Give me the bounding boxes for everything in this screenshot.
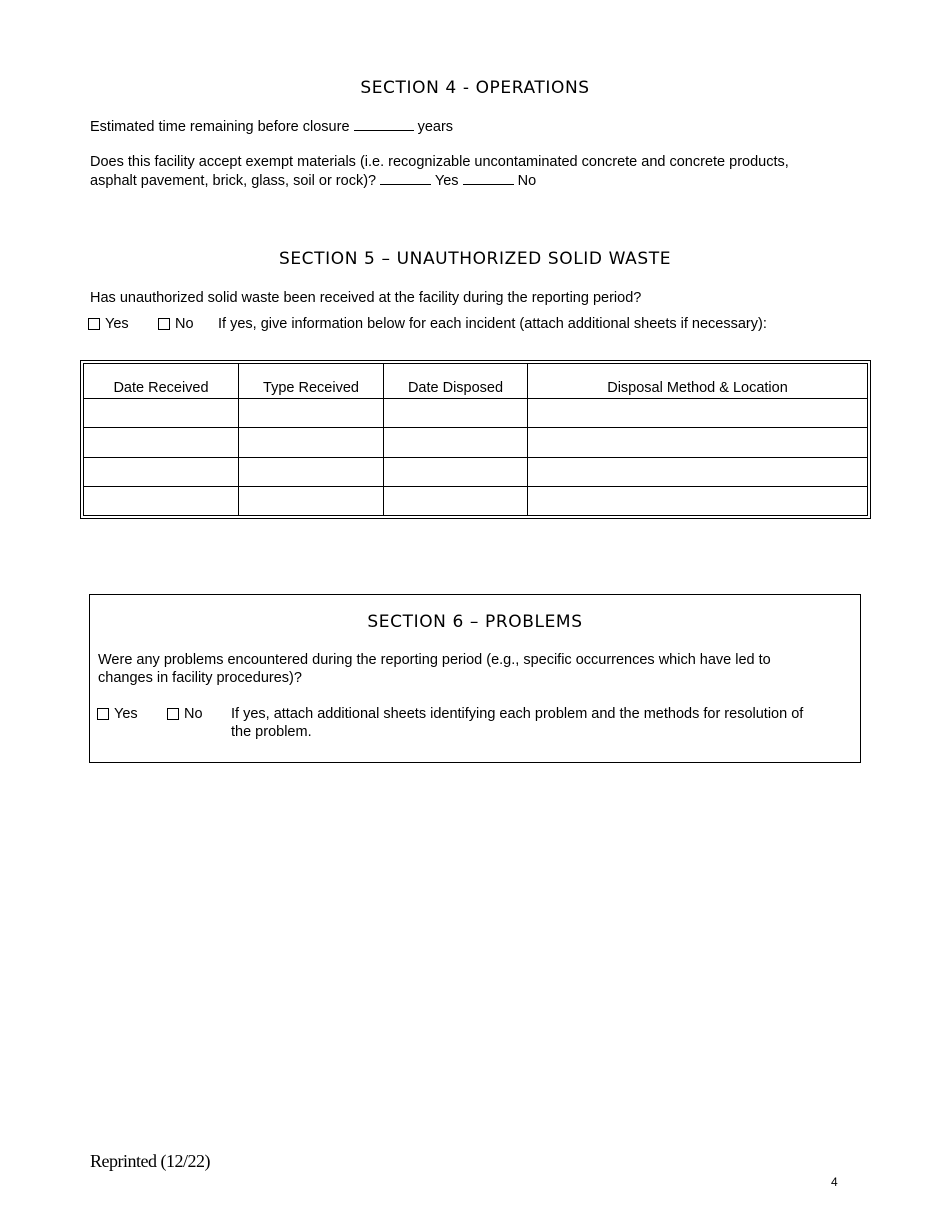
section6-yes-wrap [97,705,138,725]
exempt-yes-field[interactable] [380,171,431,185]
table-cell[interactable] [239,457,384,486]
section5-yes-option[interactable] [88,315,129,333]
reprint-date: Reprinted (12/22) [90,1151,210,1171]
table-cell[interactable] [84,457,239,486]
column-header: Disposal Method & Location [528,364,868,399]
section5-options-line [88,315,129,335]
section5-yes-checkbox[interactable] [88,318,100,330]
exempt-question-line2 [90,171,536,190]
section6-no-checkbox[interactable] [167,708,179,720]
table-header-row [84,364,868,399]
exempt-yes-label: Yes [434,173,459,189]
table-row [84,486,868,515]
table-cell[interactable] [384,399,528,428]
table-cell[interactable] [239,428,384,457]
table-cell[interactable] [384,428,528,457]
section6-no-label: No [184,706,203,722]
section5-no-wrap [158,315,194,335]
table-cell[interactable] [528,399,868,428]
page-number: 4 [831,1175,838,1189]
section6-instruction-line2: the problem. [231,724,312,740]
section5-no-option[interactable] [158,315,194,333]
closure-suffix: years [417,119,454,135]
section5-instruction: If yes, give information below for each incident (attach additional sheets if necessary): [218,316,767,332]
column-header: Date Received [84,364,239,399]
table-cell[interactable] [84,486,239,515]
table-cell[interactable] [384,486,528,515]
table-cell[interactable] [239,486,384,515]
table-cell[interactable] [528,428,868,457]
table-row [84,428,868,457]
section6-yes-label: Yes [114,706,138,722]
section6-yes-checkbox[interactable] [97,708,109,720]
exempt-question-line1: Does this facility accept exempt materials (i.e. recognizable uncontaminated concrete and concrete products, [90,154,789,170]
table-cell[interactable] [239,399,384,428]
table-row [84,457,868,486]
section6-yes-option[interactable] [97,705,138,723]
section4-heading: SECTION 4 - OPERATIONS [360,78,590,98]
table-cell[interactable] [84,428,239,457]
closure-prefix: Estimated time remaining before closure [90,119,350,135]
incident-table [83,363,868,516]
exempt-no-field[interactable] [463,171,514,185]
column-header: Type Received [239,364,384,399]
exempt-question-text: asphalt pavement, brick, glass, soil or rock)? [90,173,377,189]
column-header: Date Disposed [384,364,528,399]
section6-question-line1: Were any problems encountered during the reporting period (e.g., specific occurrences which have led to [98,652,771,668]
incident-table-frame [80,360,871,519]
section5-question: Has unauthorized solid waste been received at the facility during the reporting period? [90,290,642,306]
table-cell[interactable] [528,457,868,486]
section5-no-checkbox[interactable] [158,318,170,330]
section6-no-option[interactable] [167,705,203,723]
table-cell[interactable] [528,486,868,515]
section6-no-wrap [167,705,203,725]
closure-years-field[interactable] [354,117,414,131]
table-cell[interactable] [384,457,528,486]
section5-no-label: No [175,316,194,332]
section6-instruction-line1: If yes, attach additional sheets identifying each problem and the methods for resolution of [231,706,804,722]
table-cell[interactable] [84,399,239,428]
closure-line [90,117,453,136]
section6-heading: SECTION 6 – PROBLEMS [367,612,583,632]
exempt-no-label: No [517,173,537,189]
table-row [84,399,868,428]
section5-heading: SECTION 5 – UNAUTHORIZED SOLID WASTE [278,249,672,269]
section6-question-line2: changes in facility procedures)? [98,670,302,686]
section5-yes-label: Yes [105,316,129,332]
